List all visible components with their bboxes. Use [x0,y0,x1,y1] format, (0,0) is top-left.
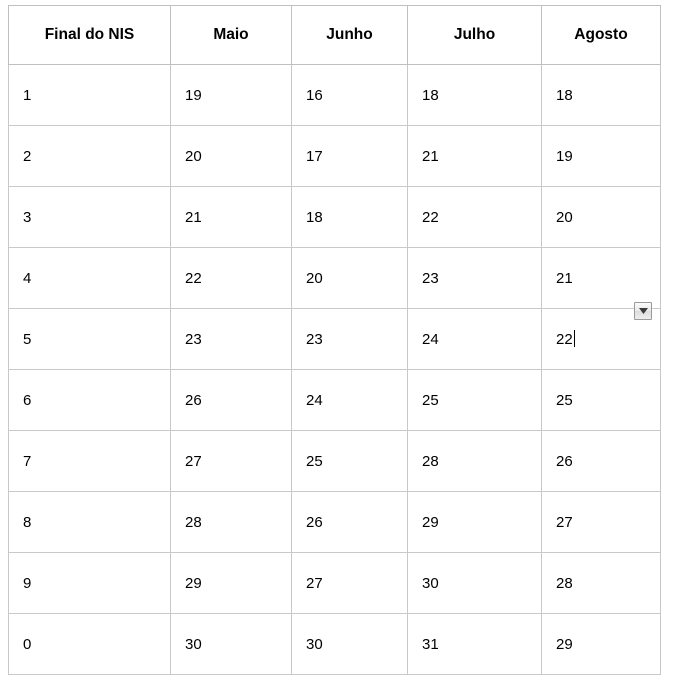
cell-text: 27 [556,513,573,531]
cell-text: 30 [422,574,439,592]
table-cell[interactable] [171,248,292,309]
table-cell[interactable] [171,126,292,187]
table-cell[interactable] [408,492,542,553]
table-cell[interactable] [542,65,661,126]
table-cell[interactable] [292,309,408,370]
table-cell[interactable] [292,431,408,492]
column-header-julho: Julho [408,6,542,65]
cell-text: 23 [185,330,202,348]
column-header-maio: Maio [171,6,292,65]
cell-text: 20 [306,269,323,287]
table-cell[interactable] [171,309,292,370]
cell-text: 25 [422,391,439,409]
table-cell[interactable] [171,614,292,675]
cell-text: 24 [422,330,439,348]
cell-text: 29 [556,635,573,653]
table-row [9,65,661,126]
table-body [9,65,661,675]
cell-text: 19 [556,147,573,165]
cell-text: 22 [556,331,573,348]
cell-text: 31 [422,635,439,653]
cell-text: 28 [422,452,439,470]
cell-text: 22 [422,208,439,226]
table-cell[interactable] [171,370,292,431]
cell-text: 21 [185,208,202,226]
table-cell[interactable] [9,126,171,187]
chevron-down-icon [639,308,648,314]
table-header [9,6,661,65]
text-cursor [574,330,575,347]
table-cell[interactable] [408,431,542,492]
table-row [9,614,661,675]
table-cell[interactable] [408,370,542,431]
cell-text: 23 [306,330,323,348]
table-row [9,431,661,492]
table-cell[interactable] [542,553,661,614]
table-cell[interactable] [292,553,408,614]
table-cell[interactable] [408,553,542,614]
cell-text: 18 [422,86,439,104]
cell-text: 29 [422,513,439,531]
cell-text: 20 [185,147,202,165]
table-cell[interactable] [9,187,171,248]
cell-text: 9 [23,574,32,592]
cell-text: 3 [23,208,32,226]
cell-text: 19 [185,86,202,104]
table-cell[interactable] [9,614,171,675]
table-cell[interactable] [171,65,292,126]
table-cell[interactable] [408,248,542,309]
cell-text: 24 [306,391,323,409]
cell-text: 28 [185,513,202,531]
cell-text: 18 [306,208,323,226]
column-header-junho: Junho [292,6,408,65]
column-header-final-do-nis: Final do NIS [9,6,171,65]
table-cell[interactable] [292,614,408,675]
table-cell[interactable] [9,492,171,553]
cell-text: 21 [422,147,439,165]
table-cell[interactable] [408,614,542,675]
cell-text: 1 [23,86,32,104]
cell-text: 26 [556,452,573,470]
table-cell[interactable] [292,187,408,248]
table-row [9,248,661,309]
table-row [9,187,661,248]
table-row [9,553,661,614]
cell-text: 6 [23,391,32,409]
cell-text: 16 [306,86,323,104]
table-cell[interactable] [542,492,661,553]
cell-text: 20 [556,208,573,226]
cell-text: 29 [185,574,202,592]
table-cell[interactable] [171,553,292,614]
table-cell[interactable] [408,187,542,248]
cell-text: 0 [23,635,32,653]
table-cell[interactable] [292,65,408,126]
table-header-row [9,6,661,65]
table-cell[interactable] [9,431,171,492]
table-row [9,309,661,370]
table-cell[interactable] [171,492,292,553]
table-cell[interactable] [542,431,661,492]
column-header-agosto: Agosto [542,6,661,65]
table-cell[interactable] [542,248,661,309]
cell-text: 4 [23,269,32,287]
cell-text: 27 [306,574,323,592]
cell-text: 21 [556,269,573,287]
cell-text: 27 [185,452,202,470]
cell-text: 5 [23,330,32,348]
cell-text: 25 [556,391,573,409]
cell-text: 30 [306,635,323,653]
table-cell[interactable] [408,126,542,187]
cell-text: 8 [23,513,32,531]
cell-text: 22 [185,269,202,287]
table-cell[interactable] [542,370,661,431]
cell-text: 26 [185,391,202,409]
table-cell[interactable] [542,126,661,187]
cell-text: 30 [185,635,202,653]
table-cell[interactable] [292,126,408,187]
table-cell[interactable] [9,248,171,309]
table-cell[interactable] [408,65,542,126]
table-cell[interactable] [9,309,171,370]
cell-text: 26 [306,513,323,531]
table-cell[interactable] [542,187,661,248]
dropdown-button[interactable] [634,302,652,320]
cell-text: 28 [556,574,573,592]
cell-text: 18 [556,86,573,104]
table-cell[interactable] [292,370,408,431]
table-cell[interactable] [292,248,408,309]
table-cell[interactable] [171,431,292,492]
cell-text: 17 [306,147,323,165]
table-cell[interactable] [408,309,542,370]
table-cell[interactable] [171,187,292,248]
table-cell[interactable] [9,65,171,126]
payment-schedule-table [8,5,661,675]
table-cell[interactable] [542,614,661,675]
cell-text: 2 [23,147,32,165]
table-row [9,492,661,553]
table-cell[interactable] [9,370,171,431]
cell-text: 7 [23,452,32,470]
table-cell[interactable] [9,553,171,614]
table-row [9,126,661,187]
cell-text: 23 [422,269,439,287]
cell-text: 25 [306,452,323,470]
table-cell[interactable] [292,492,408,553]
table-row [9,370,661,431]
